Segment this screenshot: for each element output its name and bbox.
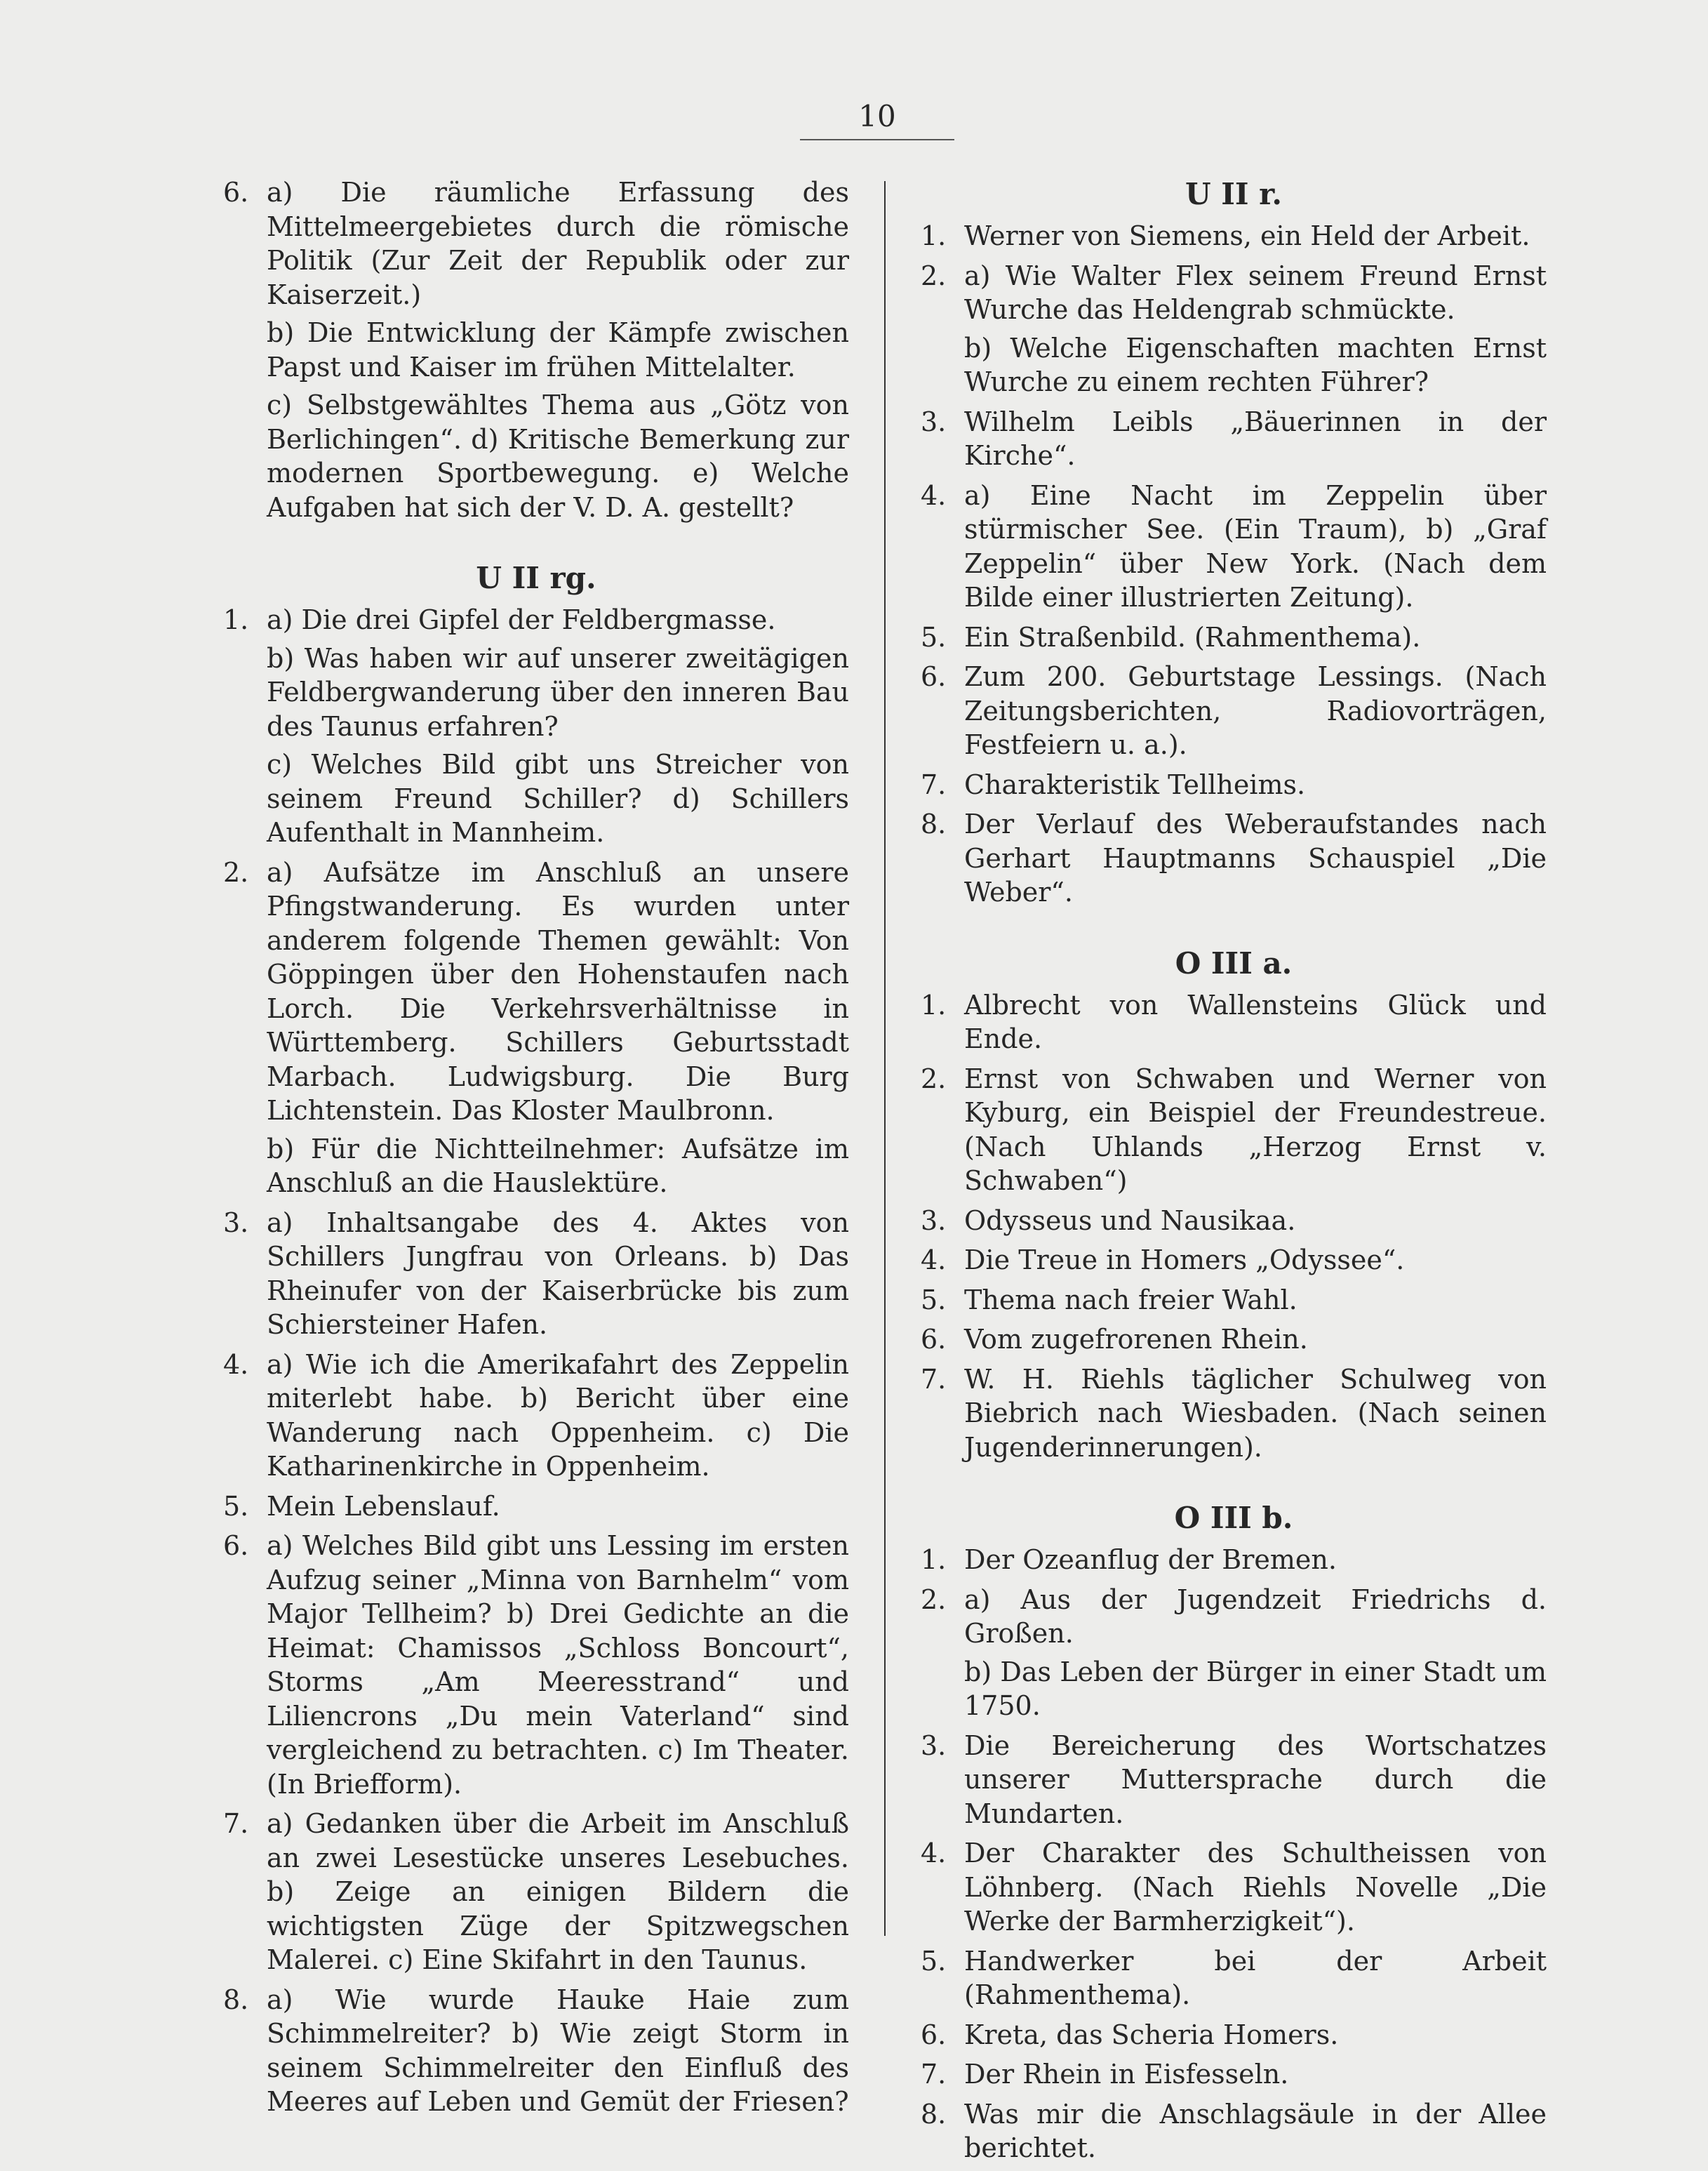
item-number: 3. [921, 406, 947, 437]
item-text: b) Welche Eigenschaften machten Ernst Wurche zu einem rechten Führer? [964, 332, 1547, 397]
item-text: b) Was haben wir auf unserer zweitägigen Feldbergwanderung über den inneren Bau des Taunus erfahren? [267, 642, 849, 742]
item-number: 4. [921, 1244, 947, 1275]
list-item [223, 1348, 849, 1484]
list-item [921, 219, 1547, 253]
item-text: Ein Straßenbild. (Rahmenthema). [964, 621, 1421, 653]
item-number: 4. [921, 479, 947, 511]
item-text: c) Selbstgewähltes Thema aus „Götz von Berlichingen“. d) Kritische Bemerkung zur modernen Sportbewegung. e) Welche Aufgaben hat sich der V. D. A. gestellt? [267, 390, 849, 523]
class-section [921, 945, 1547, 1465]
item-text: Vom zugefrorenen Rhein. [964, 1324, 1308, 1355]
item-number: 2. [223, 856, 249, 888]
list-item [223, 1206, 849, 1342]
list-item [921, 660, 1547, 762]
item-text: a) Aus der Jugendzeit Friedrichs d. Großen. [964, 1584, 1547, 1649]
item-number: 6. [223, 1530, 249, 1561]
item-number: 7. [223, 1808, 249, 1839]
item-number: 2. [921, 260, 947, 291]
section-title: O III b. [1174, 1501, 1293, 1535]
item-text: Wilhelm Leibls „Bäuerinnen in der Kirche“. [964, 406, 1547, 471]
left-column [223, 175, 849, 2125]
item-text: Die Treue in Homers „Odyssee“. [964, 1244, 1405, 1275]
item-number: 8. [921, 809, 947, 839]
item-number: 1. [223, 604, 249, 635]
page-number: 10 [858, 99, 896, 133]
item-text: Der Ozeanflug der Bremen. [964, 1544, 1337, 1575]
item-number: 7. [921, 769, 947, 800]
list-item [921, 620, 1547, 655]
list-item [921, 1944, 1547, 2012]
item-number: 3. [921, 1204, 947, 1236]
item-text: a) Die drei Gipfel der Feldbergmasse. [267, 604, 776, 635]
item-text: W. H. Riehls täglicher Schulweg von Biebrich nach Wiesbaden. (Nach seinen Jugenderinnerungen). [964, 1363, 1547, 1463]
item-number: 1. [921, 989, 947, 1021]
item-number: 5. [921, 621, 947, 653]
item-text: Odysseus und Nausikaa. [964, 1204, 1296, 1236]
list-item [921, 1583, 1547, 1723]
list-item [921, 768, 1547, 802]
list-item [921, 1283, 1547, 1317]
class-section [921, 1499, 1547, 2165]
item-text: Kreta, das Scheria Homers. [964, 2019, 1339, 2050]
section-title: U II rg. [476, 561, 596, 595]
list-item [921, 2057, 1547, 2092]
item-text: Thema nach freier Wahl. [964, 1284, 1297, 1315]
item-text: b) Für die Nichtteilnehmer: Aufsätze im Anschluß an die Hauslektüre. [267, 1133, 849, 1198]
item-number: 6. [921, 1324, 947, 1355]
item-number: 6. [921, 661, 947, 692]
list-item [223, 1529, 849, 1801]
item-number: 2. [921, 1063, 947, 1094]
list-item [921, 2097, 1547, 2165]
item-text: Der Rhein in Eisfesseln. [964, 2059, 1289, 2090]
list-item [921, 1836, 1547, 1939]
item-text: Zum 200. Geburtstage Lessings. (Nach Zeitungsberichten, Radiovorträgen, Festfeiern u. a.). [964, 661, 1547, 760]
item-text: a) Wie Walter Flex seinem Freund Ernst Wurche das Heldengrab schmückte. [964, 260, 1547, 325]
list-item [921, 259, 1547, 399]
item-text: Was mir die Anschlagsäule in der Allee berichtet. [964, 2098, 1547, 2163]
page-number-rule [800, 139, 954, 140]
list-item [223, 1807, 849, 1977]
list-item [921, 1062, 1547, 1198]
item-text: a) Wie wurde Hauke Haie zum Schimmelreiter? b) Wie zeigt Storm in seinem Schimmelreiter den Einfluß des Meeres auf Leben und Gemüt der Friesen? [267, 1984, 849, 2117]
item-number: 2. [921, 1584, 947, 1615]
item-text: Werner von Siemens, ein Held der Arbeit. [964, 220, 1530, 251]
item-text: Ernst von Schwaben und Werner von Kyburg, ein Beispiel der Freundestreue. (Nach Uhlands „Herzog Ernst v. Schwaben“) [964, 1063, 1547, 1196]
item-text: b) Das Leben der Bürger in einer Stadt um 1750. [964, 1656, 1547, 1721]
item-text: a) Gedanken über die Arbeit im Anschluß an zwei Lesestücke unseres Lesebuches. b) Zeige an einigen Bildern die wichtigsten Züge der Spitzwegschen Malerei. c) Eine Skifahrt in den Taunus. [267, 1808, 849, 1975]
list-item [223, 856, 849, 1200]
list-item [921, 405, 1547, 473]
item-text: a) Wie ich die Amerikafahrt des Zeppelin miterlebt habe. b) Bericht über eine Wanderung nach Oppenheim. c) Die Katharinenkirche in Oppenheim. [267, 1348, 849, 1482]
list-item [921, 479, 1547, 615]
item-number: 3. [223, 1207, 249, 1238]
list-item [921, 1729, 1547, 1831]
class-section [921, 175, 1547, 910]
list-item [223, 175, 849, 524]
item-text: Der Charakter des Schultheissen von Löhnberg. (Nach Riehls Novelle „Die Werke der Barmherzigkeit“). [964, 1838, 1547, 1937]
item-text: a) Eine Nacht im Zeppelin über stürmischer See. (Ein Traum), b) „Graf Zeppelin“ über New York. (Nach dem Bilde einer illustrierten Zeitung). [964, 479, 1547, 613]
column-divider [884, 181, 886, 1936]
item-text: Mein Lebenslauf. [267, 1490, 500, 1522]
list-item [921, 1322, 1547, 1357]
item-text: Charakteristik Tellheims. [964, 769, 1306, 800]
item-number: 3. [921, 1730, 947, 1761]
item-number: 4. [223, 1348, 249, 1380]
section-title: O III a. [1175, 945, 1293, 981]
list-item [223, 603, 849, 850]
item-number: 5. [921, 1284, 947, 1315]
item-text: Handwerker bei der Arbeit (Rahmenthema). [964, 1945, 1547, 2010]
item-text: a) Welches Bild gibt uns Lessing im ersten Aufzug seiner „Minna von Barnhelm“ vom Major Tellheim? b) Drei Gedichte an die Heimat: Chamissos „Schloss Boncourt“, Storms „Am Meeresstrand“ und Liliencrons „Du mein Vaterland“ sind vergleichend zu betrachten. c) Im Theater. (In Briefform). [267, 1530, 849, 1800]
right-column [921, 175, 1547, 2171]
item-number: 8. [921, 2098, 947, 2130]
item-text: a) Aufsätze im Anschluß an unsere Pfingstwanderung. Es wurden unter anderem folgende Themen gewählt: Von Göppingen über den Hohenstaufen nach Lorch. Die Verkehrsverhältnisse in Württemberg. Schillers Geburtsstadt Marbach. Ludwigsburg. Die Burg Lichtenstein. Das Kloster Maulbronn. [267, 856, 849, 1126]
item-number: 4. [921, 1838, 947, 1868]
item-text: c) Welches Bild gibt uns Streicher von seinem Freund Schiller? d) Schillers Aufenthalt in Mannheim. [267, 749, 849, 848]
item-number: 5. [223, 1490, 249, 1522]
item-number: 7. [921, 2059, 947, 2090]
item-number: 7. [921, 1363, 947, 1395]
item-text: Der Verlauf des Weberaufstandes nach Gerhart Hauptmanns Schauspiel „Die Weber“. [964, 809, 1547, 908]
item-number: 1. [921, 1544, 947, 1575]
list-item [223, 1983, 849, 2119]
item-number: 6. [223, 177, 249, 208]
list-item [921, 1362, 1547, 1465]
class-section [223, 559, 849, 2119]
item-number: 1. [921, 220, 947, 251]
list-item [921, 807, 1547, 910]
item-text: a) Die räumliche Erfassung des Mittelmeergebietes durch die römische Politik (Zur Zeit der Republik oder zur Kaiserzeit.) [267, 177, 849, 310]
item-number: 6. [921, 2019, 947, 2050]
list-item [921, 1543, 1547, 1577]
item-number: 8. [223, 1984, 249, 2015]
list-item [223, 1489, 849, 1524]
item-text: a) Inhaltsangabe des 4. Aktes von Schillers Jungfrau von Orleans. b) Das Rheinufer von der Kaiserbrücke bis zum Schiersteiner Hafen. [267, 1207, 849, 1340]
list-item [921, 988, 1547, 1056]
item-text: Die Bereicherung des Wortschatzes unserer Muttersprache durch die Mundarten. [964, 1730, 1547, 1829]
item-number: 5. [921, 1945, 947, 1977]
list-item [921, 1243, 1547, 1277]
item-text: Albrecht von Wallensteins Glück und Ende. [964, 989, 1547, 1054]
list-item [921, 2018, 1547, 2052]
section-title: U II r. [1185, 177, 1283, 211]
list-item [921, 1204, 1547, 1238]
item-text: b) Die Entwicklung der Kämpfe zwischen Papst und Kaiser im frühen Mittelalter. [267, 317, 849, 383]
